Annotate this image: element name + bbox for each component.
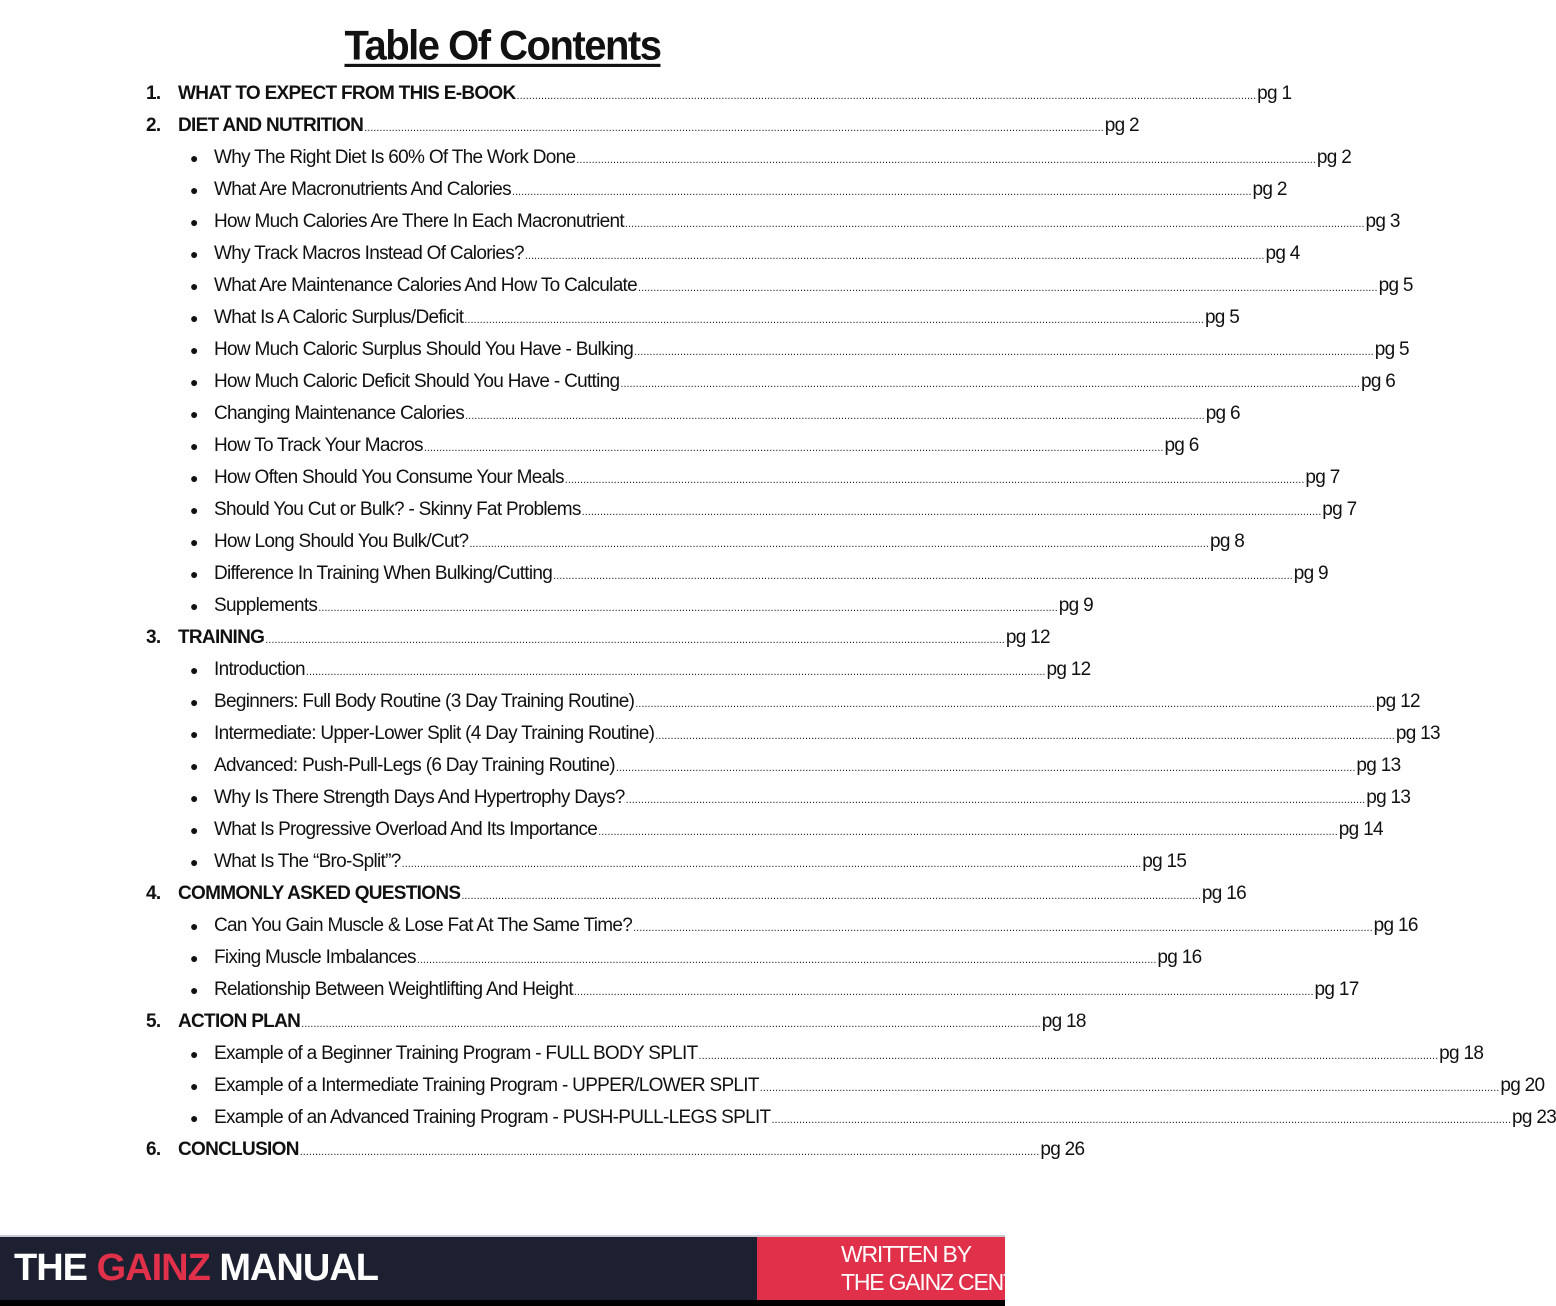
entry-title: COMMONLY ASKED QUESTIONS xyxy=(178,883,461,904)
bullet-icon: ● xyxy=(190,374,198,390)
footer-banner xyxy=(0,1237,1046,1300)
entry-title: Example of an Advanced Training Program - PUSH-PULL-LEGS SPLIT xyxy=(214,1107,771,1128)
bullet-icon: ● xyxy=(190,726,198,742)
dot-leader xyxy=(402,848,1142,880)
entry-title: Changing Maintenance Calories xyxy=(214,403,465,424)
entry-title: Supplements xyxy=(214,595,318,616)
bullet-icon: ● xyxy=(190,790,198,806)
page-number: pg 13 xyxy=(1366,787,1411,808)
section-number: 1. xyxy=(146,83,161,104)
page-number: pg 5 xyxy=(1204,307,1240,328)
page-number: pg 8 xyxy=(1209,531,1245,552)
credit-line-2: THE GAINZ CENTER xyxy=(841,1269,1046,1295)
toc-subsection[interactable] xyxy=(146,334,1409,366)
entry-title: Example of a Intermediate Training Program - UPPER/LOWER SPLIT xyxy=(214,1075,759,1096)
entry-title: How Often Should You Consume Your Meals xyxy=(214,467,564,488)
toc-subsection[interactable] xyxy=(146,430,1199,462)
page-number: pg 14 xyxy=(1338,819,1383,840)
page-number: pg 16 xyxy=(1373,915,1418,936)
bullet-icon: ● xyxy=(190,758,198,774)
entry-title: Can You Gain Muscle & Lose Fat At The Same Time? xyxy=(214,915,633,936)
dot-leader xyxy=(553,560,1293,592)
entry-title: What Is Progressive Overload And Its Importance xyxy=(214,819,598,840)
dot-leader xyxy=(525,240,1265,272)
bullet-icon: ● xyxy=(190,438,198,454)
page-number: pg 13 xyxy=(1356,755,1401,776)
toc-subsection[interactable] xyxy=(146,974,1359,1006)
bullet-icon: ● xyxy=(190,950,198,966)
page-number: pg 9 xyxy=(1293,563,1328,584)
bullet-icon: ● xyxy=(190,1078,198,1094)
entry-title: How Much Caloric Surplus Should You Have - Bulking xyxy=(214,339,634,360)
toc-section[interactable] xyxy=(146,110,1139,142)
page-number: pg 12 xyxy=(1046,659,1091,680)
dot-leader xyxy=(699,1040,1439,1072)
toc-subsection[interactable] xyxy=(146,1070,1545,1102)
page-number: pg 16 xyxy=(1157,947,1202,968)
toc-subsection[interactable] xyxy=(146,846,1187,878)
bullet-icon: ● xyxy=(190,662,198,678)
dot-leader xyxy=(265,624,1005,656)
bullet-icon: ● xyxy=(190,534,198,550)
dot-leader xyxy=(620,368,1360,400)
dot-leader xyxy=(635,688,1375,720)
entry-title: What Are Maintenance Calories And How To Calculate xyxy=(214,275,638,296)
toc-subsection[interactable] xyxy=(146,782,1411,814)
dot-leader xyxy=(424,432,1164,464)
entry-title: DIET AND NUTRITION xyxy=(178,115,364,136)
entry-title: Advanced: Push-Pull-Legs (6 Day Training Routine) xyxy=(214,755,615,776)
brand-accent: GAINZ xyxy=(96,1247,210,1289)
entry-title: TRAINING xyxy=(178,627,265,648)
toc-section[interactable] xyxy=(146,622,1050,654)
page-number: pg 20 xyxy=(1500,1075,1545,1096)
toc-subsection[interactable] xyxy=(146,526,1245,558)
bullet-icon: ● xyxy=(190,1046,198,1062)
section-number: 3. xyxy=(146,627,161,648)
entry-title: Fixing Muscle Imbalances xyxy=(214,947,416,968)
page-number: pg 15 xyxy=(1142,851,1187,872)
footer-credit xyxy=(757,1237,1046,1300)
dot-leader xyxy=(771,1104,1511,1136)
page-number: pg 2 xyxy=(1104,115,1139,136)
entry-title: CONCLUSION xyxy=(178,1139,299,1160)
entry-title: Why Is There Strength Days And Hypertrophy Days? xyxy=(214,787,625,808)
dot-leader xyxy=(598,816,1338,848)
bullet-icon: ● xyxy=(190,150,198,166)
toc-subsection[interactable] xyxy=(146,910,1418,942)
section-number: 6. xyxy=(146,1139,161,1160)
bullet-icon: ● xyxy=(190,854,198,870)
entry-title: Why Track Macros Instead Of Calories? xyxy=(214,243,524,264)
entry-title: Introduction xyxy=(214,659,305,680)
toc-section[interactable] xyxy=(146,1006,1086,1038)
section-number: 4. xyxy=(146,883,161,904)
page-number: pg 9 xyxy=(1058,595,1093,616)
bullet-icon: ● xyxy=(190,310,198,326)
dot-leader xyxy=(634,336,1374,368)
toc-subsection[interactable] xyxy=(146,142,1352,174)
bullet-icon: ● xyxy=(190,694,198,710)
entry-title: Why The Right Diet Is 60% Of The Work Done xyxy=(214,147,576,168)
dot-leader xyxy=(301,1008,1041,1040)
dot-leader xyxy=(465,400,1205,432)
bullet-icon: ● xyxy=(190,214,198,230)
page-number: pg 5 xyxy=(1374,339,1409,360)
brand-text: MANUAL xyxy=(209,1247,378,1289)
brand-text: THE xyxy=(14,1247,97,1289)
dot-leader xyxy=(625,208,1365,240)
bullet-icon: ● xyxy=(190,598,198,614)
entry-title: Example of a Beginner Training Program - FULL BODY SPLIT xyxy=(214,1043,698,1064)
section-number: 2. xyxy=(146,115,161,136)
entry-title: Difference In Training When Bulking/Cutting xyxy=(214,563,553,584)
entry-title: Beginners: Full Body Routine (3 Day Training Routine) xyxy=(214,691,635,712)
dot-leader xyxy=(638,272,1378,304)
bullet-icon: ● xyxy=(190,982,198,998)
dot-leader xyxy=(417,944,1157,976)
toc-subsection[interactable] xyxy=(146,462,1340,494)
toc-subsection[interactable] xyxy=(146,750,1401,782)
page-number: pg 6 xyxy=(1205,403,1240,424)
bullet-icon: ● xyxy=(190,566,198,582)
toc-subsection[interactable] xyxy=(146,718,1440,750)
entry-title: Should You Cut or Bulk? - Skinny Fat Problems xyxy=(214,499,581,520)
dot-leader xyxy=(512,176,1252,208)
entry-title: How Much Calories Are There In Each Macronutrient xyxy=(214,211,624,232)
section-number: 5. xyxy=(146,1011,161,1032)
dot-leader xyxy=(469,528,1209,560)
toc-subsection[interactable] xyxy=(146,1038,1484,1070)
entry-title: Intermediate: Upper-Lower Split (4 Day Training Routine) xyxy=(214,723,655,744)
dot-leader xyxy=(633,912,1373,944)
page-number: pg 17 xyxy=(1314,979,1359,1000)
dot-leader xyxy=(461,880,1201,912)
dot-leader xyxy=(306,656,1046,688)
entry-title: How Much Caloric Deficit Should You Have - Cutting xyxy=(214,371,620,392)
page-number: pg 16 xyxy=(1201,883,1246,904)
dot-leader xyxy=(318,592,1058,624)
toc-subsection[interactable] xyxy=(146,206,1400,238)
table-of-contents xyxy=(146,78,1556,1166)
bullet-icon: ● xyxy=(190,822,198,838)
toc-section[interactable] xyxy=(146,878,1246,910)
page-number: pg 1 xyxy=(1257,83,1292,104)
bottom-edge xyxy=(0,1300,1005,1306)
entry-title: What Are Macronutrients And Calories xyxy=(214,179,511,200)
dot-leader xyxy=(565,464,1305,496)
page-number: pg 6 xyxy=(1164,435,1199,456)
bullet-icon: ● xyxy=(190,278,198,294)
toc-subsection[interactable] xyxy=(146,942,1202,974)
entry-title: What Is The “Bro-Split”? xyxy=(214,851,401,872)
entry-title: How To Track Your Macros xyxy=(214,435,423,456)
bullet-icon: ● xyxy=(190,470,198,486)
page-number: pg 18 xyxy=(1439,1043,1484,1064)
toc-subsection[interactable] xyxy=(146,1102,1556,1134)
page-number: pg 5 xyxy=(1378,275,1413,296)
toc-subsection[interactable] xyxy=(146,558,1328,590)
bullet-icon: ● xyxy=(190,406,198,422)
dot-leader xyxy=(626,784,1366,816)
entry-title: How Long Should You Bulk/Cut? xyxy=(214,531,469,552)
dot-leader xyxy=(300,1136,1040,1168)
bullet-icon: ● xyxy=(190,918,198,934)
toc-subsection[interactable] xyxy=(146,590,1093,622)
credit-line-1: WRITTEN BY xyxy=(841,1241,971,1267)
toc-subsection[interactable] xyxy=(146,654,1091,686)
toc-section[interactable] xyxy=(146,1134,1085,1166)
page-title: Table Of Contents xyxy=(344,22,661,70)
dot-leader xyxy=(364,112,1104,144)
toc-subsection[interactable] xyxy=(146,398,1240,430)
dot-leader xyxy=(582,496,1322,528)
page-number: pg 26 xyxy=(1040,1139,1085,1160)
toc-subsection[interactable] xyxy=(146,814,1383,846)
page-number: pg 23 xyxy=(1512,1107,1556,1128)
dot-leader xyxy=(574,976,1314,1008)
page-number: pg 18 xyxy=(1041,1011,1086,1032)
bullet-icon: ● xyxy=(190,502,198,518)
page-number: pg 7 xyxy=(1322,499,1357,520)
bullet-icon: ● xyxy=(190,1110,198,1126)
entry-title: What Is A Caloric Surplus/Deficit xyxy=(214,307,464,328)
dot-leader xyxy=(517,80,1257,112)
toc-subsection[interactable] xyxy=(146,686,1420,718)
page-number: pg 7 xyxy=(1305,467,1340,488)
toc-subsection[interactable] xyxy=(146,174,1287,206)
dot-leader xyxy=(760,1072,1500,1104)
entry-title: Relationship Between Weightlifting And Height xyxy=(214,979,573,1000)
toc-subsection[interactable] xyxy=(146,494,1357,526)
page-number: pg 2 xyxy=(1316,147,1352,168)
dot-leader xyxy=(464,304,1204,336)
page-number: pg 12 xyxy=(1005,627,1050,648)
page-number: pg 2 xyxy=(1252,179,1287,200)
toc-subsection[interactable] xyxy=(146,302,1240,334)
page-number: pg 3 xyxy=(1365,211,1400,232)
page-number: pg 13 xyxy=(1395,723,1440,744)
page-number: pg 12 xyxy=(1375,691,1420,712)
bullet-icon: ● xyxy=(190,182,198,198)
page-number: pg 6 xyxy=(1360,371,1396,392)
dot-leader xyxy=(576,144,1316,176)
footer-brand xyxy=(14,1247,378,1290)
bullet-icon: ● xyxy=(190,246,198,262)
toc-subsection[interactable] xyxy=(146,238,1300,270)
dot-leader xyxy=(616,752,1356,784)
page-number: pg 4 xyxy=(1265,243,1300,264)
toc-subsection[interactable] xyxy=(146,270,1413,302)
bullet-icon: ● xyxy=(190,342,198,358)
entry-title: ACTION PLAN xyxy=(178,1011,301,1032)
dot-leader xyxy=(655,720,1395,752)
toc-section[interactable] xyxy=(146,78,1292,110)
entry-title: WHAT TO EXPECT FROM THIS E-BOOK xyxy=(178,83,516,104)
toc-subsection[interactable] xyxy=(146,366,1396,398)
